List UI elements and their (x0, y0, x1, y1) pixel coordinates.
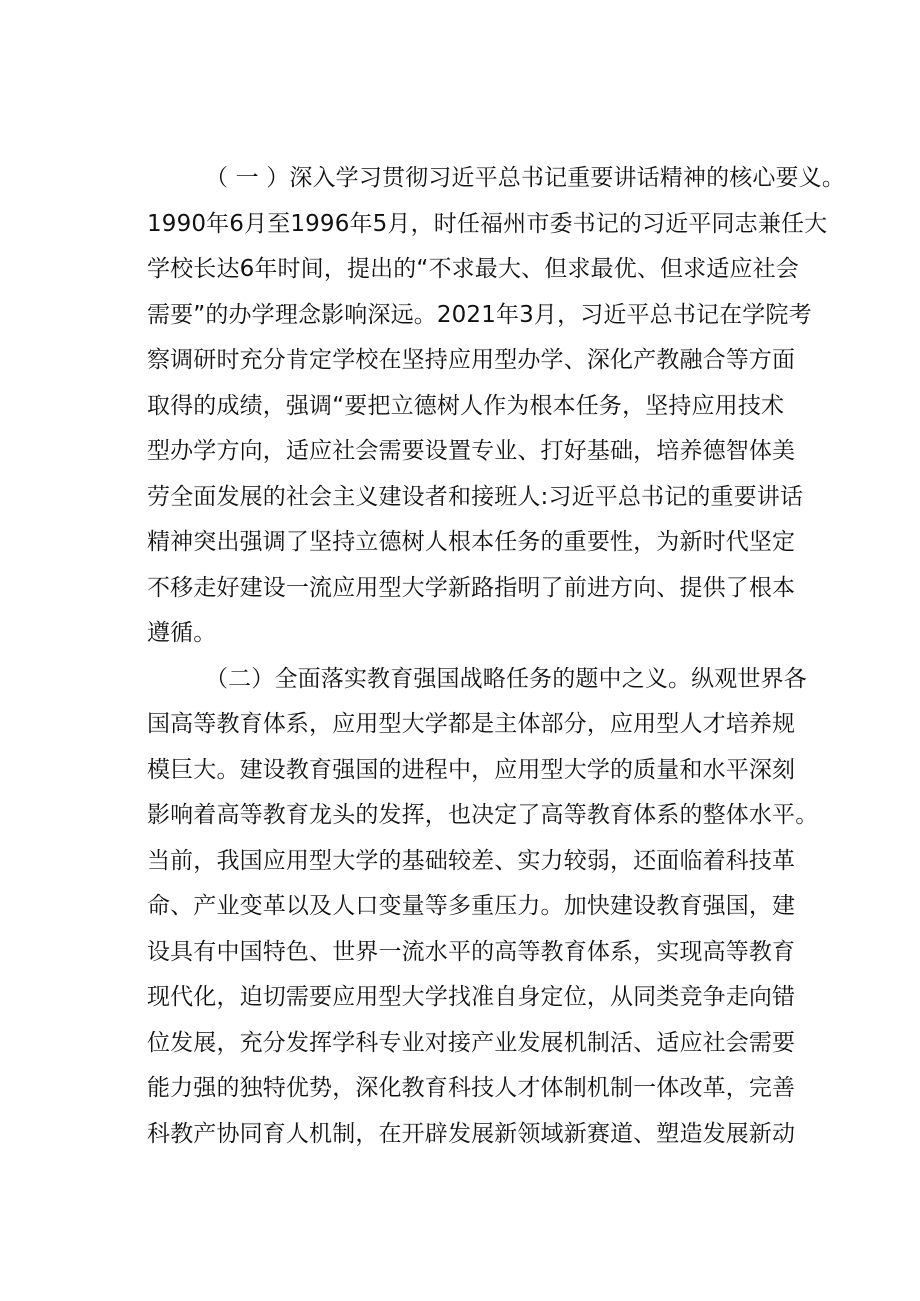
paragraph-line: 能力强的独特优势，深化教育科技人才体制机制一体改革，完善 (147, 1075, 796, 1101)
paragraph-line: 型办学方向，适应社会需要设置专业、打好基础，培养德智体美 (147, 438, 796, 464)
paragraph-line: 设具有中国特色、世界一流水平的高等教育体系，实现高等教育 (147, 938, 796, 965)
paragraph-line: 需要”的办学理念影响深远。2021年3月，习近平总书记在学院考 (147, 301, 812, 328)
paragraph-line: （ 一 ）深入学习贯彻习近平总书记重要讲话精神的核心要义。 (205, 165, 845, 191)
paragraph-line: 精神突出强调了坚持立德树人根本任务的重要性，为新时代坚定 (147, 529, 796, 555)
paragraph-line: 当前，我国应用型大学的基础较差、实力较弱，还面临着科技革 (147, 847, 796, 874)
paragraph-line: 取得的成绩，强调“要把立德树人作为根本任务，坚持应用技术 (147, 392, 785, 419)
paragraph-line: 不移走好建设一流应用型大学新路指明了前进方向、提供了根本 (147, 574, 796, 601)
paragraph-line: 影响着高等教育龙头的发挥，也决定了高等教育体系的整体水平。 (147, 802, 819, 828)
paragraph-line: 察调研时充分肯定学校在坚持应用型办学、深化产教融合等方面 (147, 347, 796, 373)
paragraph-line: 命、产业变革以及人口变量等多重压力。加快建设教育强国，建 (147, 893, 796, 919)
document-body (147, 156, 845, 1157)
paragraph-line: 遵循。 (147, 620, 217, 646)
paragraph-line: 模巨大。建设教育强国的进程中，应用型大学的质量和水平深刻 (147, 756, 796, 783)
paragraph-line: 1990年6月至1996年5月，时任福州市委书记的习近平同志兼任大 (147, 210, 828, 237)
paragraph-line: 劳全面发展的社会主义建设者和接班人:习近平总书记的重要讲话 (147, 483, 804, 510)
paragraph-line: 学校长达6年时间，提出的“不求最大、但求最优、但求适应社会 (147, 256, 799, 282)
paragraph-line: 科教产协同育人机制，在开辟发展新领域新赛道、塑造发展新动 (147, 1120, 796, 1147)
paragraph-line: 位发展，充分发挥学科专业对接产业发展机制活、适应社会需要 (147, 1029, 796, 1056)
paragraph-line: 国高等教育体系，应用型大学都是主体部分，应用型人才培养规 (147, 711, 796, 737)
paragraph-1 (147, 156, 845, 657)
paragraph-line: （二）全面落实教育强国战略任务的题中之义。纵观世界各 (205, 665, 807, 692)
paragraph-2 (147, 657, 819, 1158)
paragraph-line: 现代化，迫切需要应用型大学找准自身定位，从同类竞争走向错 (147, 984, 796, 1010)
